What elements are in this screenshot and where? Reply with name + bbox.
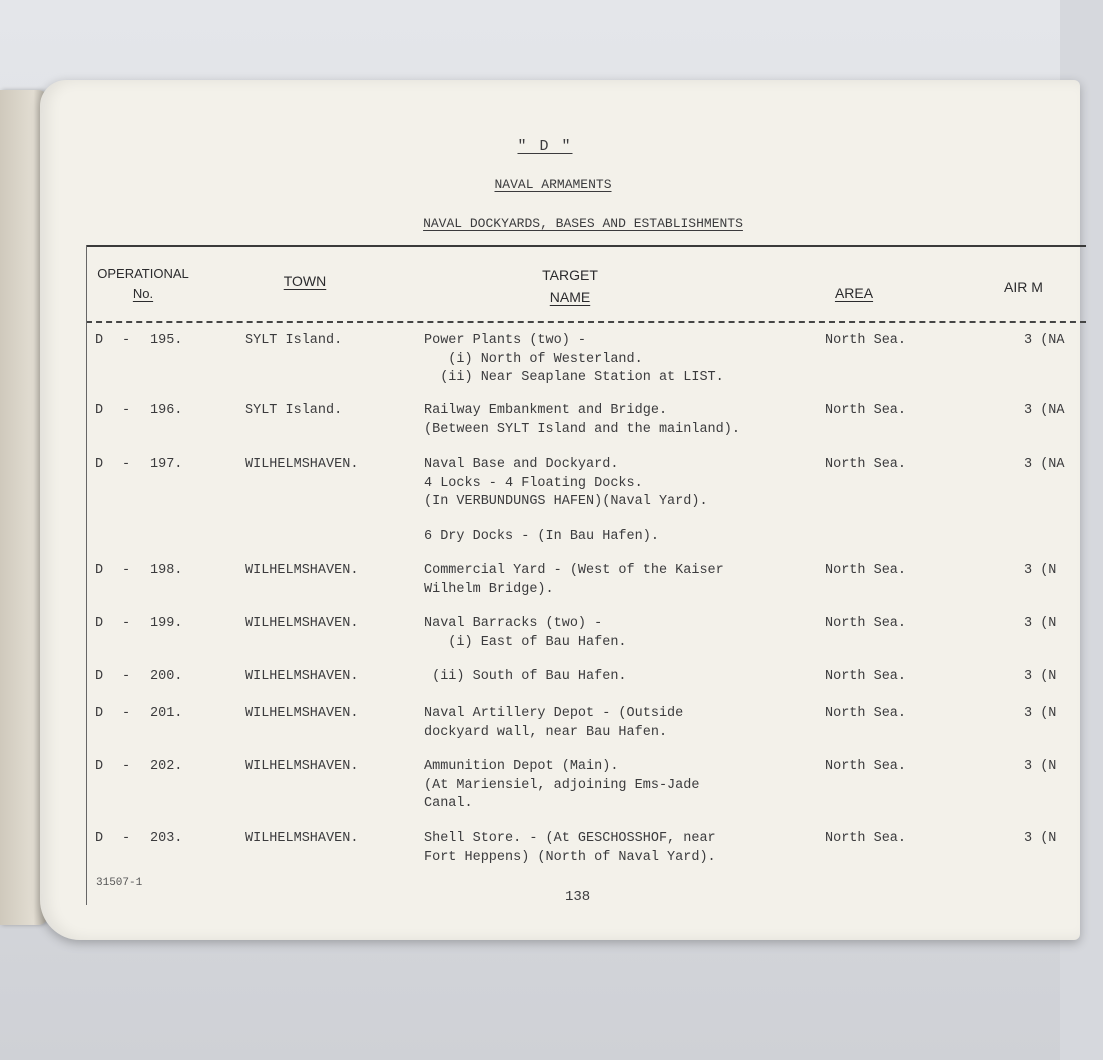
- document-code: 31507-1: [96, 877, 143, 889]
- air-cell: 3 (N: [1024, 759, 1057, 774]
- row-dash: -: [122, 616, 131, 631]
- target-name-cell: [424, 830, 716, 867]
- operational-number: 197.: [150, 457, 183, 472]
- air-cell: 3 (NA: [1024, 333, 1065, 348]
- area-cell: North Sea.: [825, 669, 907, 684]
- area-cell: North Sea.: [825, 831, 907, 846]
- column-header-area: AREA: [834, 285, 874, 301]
- town-cell: WILHELMSHAVEN.: [245, 563, 359, 578]
- row-dash: -: [122, 563, 131, 578]
- target-line: Railway Embankment and Bridge.: [424, 403, 668, 418]
- area-cell: North Sea.: [825, 457, 907, 472]
- row-prefix: D: [95, 403, 104, 418]
- target-line: Canal.: [424, 796, 473, 811]
- target-name-cell: [424, 402, 740, 439]
- column-header-target-line2: NAME: [549, 289, 591, 305]
- operational-number: 195.: [150, 333, 183, 348]
- air-cell: 3 (N: [1024, 831, 1057, 846]
- target-line: Commercial Yard - (West of the Kaiser: [424, 563, 724, 578]
- air-cell: 3 (N: [1024, 669, 1057, 684]
- target-line: Fort Heppens) (North of Naval Yard).: [424, 849, 716, 865]
- target-line: 4 Locks - 4 Floating Docks.: [424, 475, 643, 491]
- target-line: (Between SYLT Island and the mainland).: [424, 421, 740, 437]
- target-line: dockyard wall, near Bau Hafen.: [424, 724, 668, 740]
- row-prefix: D: [95, 831, 104, 846]
- target-name-cell: [424, 615, 627, 652]
- target-line: Naval Artillery Depot - (Outside: [424, 706, 684, 721]
- target-line: (i) East of Bau Hafen.: [424, 634, 627, 650]
- town-cell: SYLT Island.: [245, 403, 343, 418]
- row-dash: -: [122, 706, 131, 721]
- row-prefix: D: [95, 457, 104, 472]
- operational-number: 202.: [150, 759, 183, 774]
- operational-number: 201.: [150, 706, 183, 721]
- row-prefix: D: [95, 563, 104, 578]
- column-header-target-line1: TARGET: [542, 267, 598, 283]
- operational-number: 203.: [150, 831, 183, 846]
- target-line: Wilhelm Bridge).: [424, 581, 554, 597]
- operational-number: 196.: [150, 403, 183, 418]
- town-cell: WILHELMSHAVEN.: [245, 759, 359, 774]
- row-dash: -: [122, 759, 131, 774]
- town-cell: SYLT Island.: [245, 333, 343, 348]
- page-heading: NAVAL ARMAMENTS: [494, 177, 612, 192]
- air-cell: 3 (N: [1024, 616, 1057, 631]
- row-prefix: D: [95, 759, 104, 774]
- operational-number: 198.: [150, 563, 183, 578]
- target-name-cell: [424, 705, 683, 742]
- target-line: 6 Dry Docks - (In Bau Hafen).: [424, 528, 659, 544]
- row-dash: -: [122, 457, 131, 472]
- page-number: 138: [565, 889, 591, 905]
- target-name-cell: [424, 758, 699, 814]
- air-cell: 3 (N: [1024, 706, 1057, 721]
- document-page: [40, 80, 1080, 940]
- row-dash: -: [122, 831, 131, 846]
- area-cell: North Sea.: [825, 616, 907, 631]
- area-cell: North Sea.: [825, 403, 907, 418]
- target-name-cell: [424, 668, 627, 687]
- air-cell: 3 (NA: [1024, 403, 1065, 418]
- row-dash: -: [122, 333, 131, 348]
- operational-number: 200.: [150, 669, 183, 684]
- target-line: (At Mariensiel, adjoining Ems-Jade: [424, 777, 700, 793]
- target-line: Naval Barracks (two) -: [424, 616, 603, 631]
- column-header-town: TOWN: [283, 273, 327, 289]
- section-letter: " D ": [517, 138, 573, 155]
- target-line: (ii) South of Bau Hafen.: [424, 669, 627, 684]
- town-cell: WILHELMSHAVEN.: [245, 616, 359, 631]
- column-header-air-partial: AIR M: [1004, 279, 1043, 295]
- target-line: Power Plants (two) -: [424, 333, 587, 348]
- target-line: Naval Base and Dockyard.: [424, 457, 619, 472]
- target-line: (i) North of Westerland.: [424, 351, 643, 367]
- area-cell: North Sea.: [825, 333, 907, 348]
- area-cell: North Sea.: [825, 759, 907, 774]
- air-cell: 3 (NA: [1024, 457, 1065, 472]
- row-prefix: D: [95, 669, 104, 684]
- operational-number: 199.: [150, 616, 183, 631]
- row-dash: -: [122, 669, 131, 684]
- town-cell: WILHELMSHAVEN.: [245, 831, 359, 846]
- column-header-operational-line1: OPERATIONAL: [97, 266, 189, 281]
- target-line: Shell Store. - (At GESCHOSSHOF, near: [424, 831, 716, 846]
- row-dash: -: [122, 403, 131, 418]
- column-header-operational-line2: No.: [132, 286, 154, 301]
- table-body: [40, 80, 1080, 940]
- target-name-cell: [424, 456, 708, 546]
- town-cell: WILHELMSHAVEN.: [245, 457, 359, 472]
- town-cell: WILHELMSHAVEN.: [245, 706, 359, 721]
- area-cell: North Sea.: [825, 563, 907, 578]
- target-name-cell: [424, 332, 724, 388]
- row-prefix: D: [95, 333, 104, 348]
- page-subheading: NAVAL DOCKYARDS, BASES AND ESTABLISHMENTS: [423, 216, 743, 231]
- row-prefix: D: [95, 706, 104, 721]
- target-line: Ammunition Depot (Main).: [424, 759, 619, 774]
- row-prefix: D: [95, 616, 104, 631]
- target-line: [424, 512, 708, 528]
- area-cell: North Sea.: [825, 706, 907, 721]
- target-line: (ii) Near Seaplane Station at LIST.: [424, 370, 724, 385]
- target-name-cell: [424, 562, 724, 599]
- town-cell: WILHELMSHAVEN.: [245, 669, 359, 684]
- target-line: (In VERBUNDUNGS HAFEN)(Naval Yard).: [424, 494, 708, 509]
- air-cell: 3 (N: [1024, 563, 1057, 578]
